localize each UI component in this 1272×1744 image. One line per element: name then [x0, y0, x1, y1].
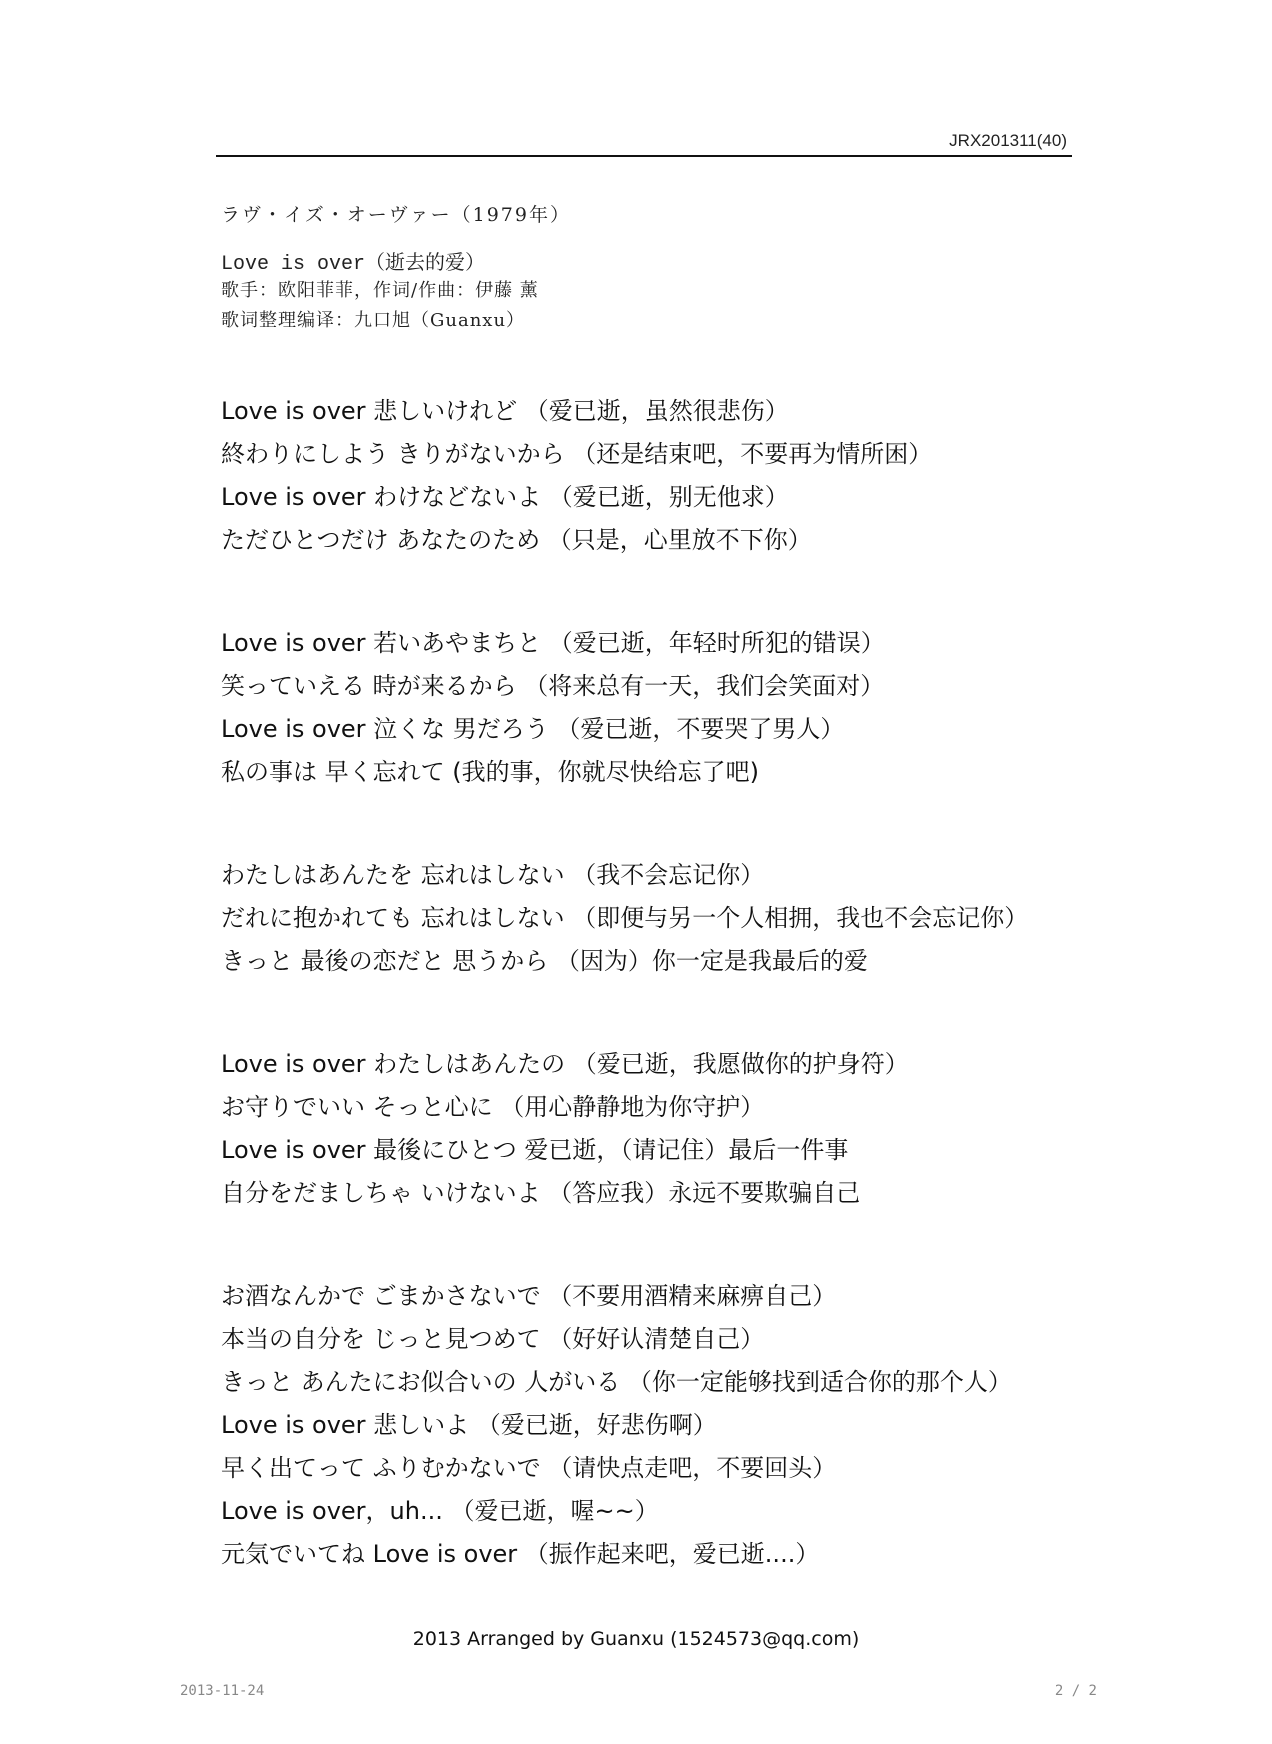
lyric-line: だれに抱かれても 忘れはしない （即便与另一个人相拥，我也不会忘记你） [221, 904, 1029, 932]
lyric-line: 元気でいてね Love is over （振作起来吧，爱已逝....） [221, 1540, 820, 1568]
header-rule [216, 155, 1072, 157]
english-title: Love is over（逝去的爱） [221, 253, 486, 276]
stanza-3 [221, 854, 1081, 983]
lyric-line: Love is over 悲しいけれど （爱已逝，虽然很悲伤） [221, 397, 789, 425]
print-date: 2013-11-24 [180, 1683, 265, 1699]
document-code: JRX201311(40) [949, 131, 1067, 150]
lyric-line: Love is over わたしはあんたの （爱已逝，我愿做你的护身符） [221, 1050, 909, 1078]
lyric-line: Love is over わけなどないよ （爱已逝，别无他求） [221, 483, 789, 511]
stanza-1 [221, 390, 1081, 562]
lyric-line: 笑っていえる 時が来るから （将来总有一天，我们会笑面对） [221, 672, 885, 700]
lyric-line: Love is over，uh... （爱已逝，喔~~） [221, 1497, 659, 1525]
lyric-line: Love is over 若いあやまちと （爱已逝，年轻时所犯的错误） [221, 629, 885, 657]
lyric-line: 終わりにしよう きりがないから （还是结束吧，不要再为情所困） [221, 440, 933, 468]
lyric-line: Love is over 最後にひとつ 爱已逝，（请记住）最后一件事 [221, 1136, 849, 1164]
lyric-line: 自分をだましちゃ いけないよ （答应我）永远不要欺骗自己 [221, 1179, 861, 1207]
stanza-4 [221, 1043, 1081, 1215]
song-info [221, 200, 1021, 336]
lyric-line: お守りでいい そっと心に （用心静静地为你守护） [221, 1093, 765, 1121]
lyric-line: わたしはあんたを 忘れはしない （我不会忘记你） [221, 861, 765, 889]
lyric-line: Love is over 悲しいよ （爱已逝，好悲伤啊） [221, 1411, 717, 1439]
lyric-line: 本当の自分を じっと見つめて （好好认清楚自己） [221, 1325, 765, 1353]
lyric-line: お酒なんかで ごまかさないで （不要用酒精来麻痹自己） [221, 1282, 837, 1310]
lyric-line: 私の事は 早く忘れて (我的事，你就尽快给忘了吧) [221, 758, 759, 786]
stanza-5 [221, 1275, 1081, 1576]
stanza-2 [221, 622, 1081, 794]
page-number: 2 / 2 [1054, 1683, 1097, 1699]
lyric-line: ただひとつだけ あなたのため （只是，心里放不下你） [221, 526, 812, 554]
lyric-line: きっと あんたにお似合いの 人がいる （你一定能够找到适合你的那个人） [221, 1368, 1012, 1396]
lyric-line: 早く出てって ふりむかないで （请快点走吧，不要回头） [221, 1454, 837, 1482]
arranger-line: 歌词整理编译：九口旭（Guanxu） [221, 310, 526, 331]
lyrics-body [221, 390, 1081, 1636]
footer-credit: 2013 Arranged by Guanxu (1524573@qq.com) [412, 1628, 860, 1650]
lyric-line: きっと 最後の恋だと 思うから （因为）你一定是我最后的爱 [221, 947, 868, 975]
singer-line: 歌手：欧阳菲菲，作词/作曲：伊藤 薰 [221, 280, 539, 301]
lyric-line: Love is over 泣くな 男だろう （爱已逝，不要哭了男人） [221, 715, 845, 743]
japanese-title: ラヴ・イズ・オーヴァー（1979年） [221, 204, 571, 226]
